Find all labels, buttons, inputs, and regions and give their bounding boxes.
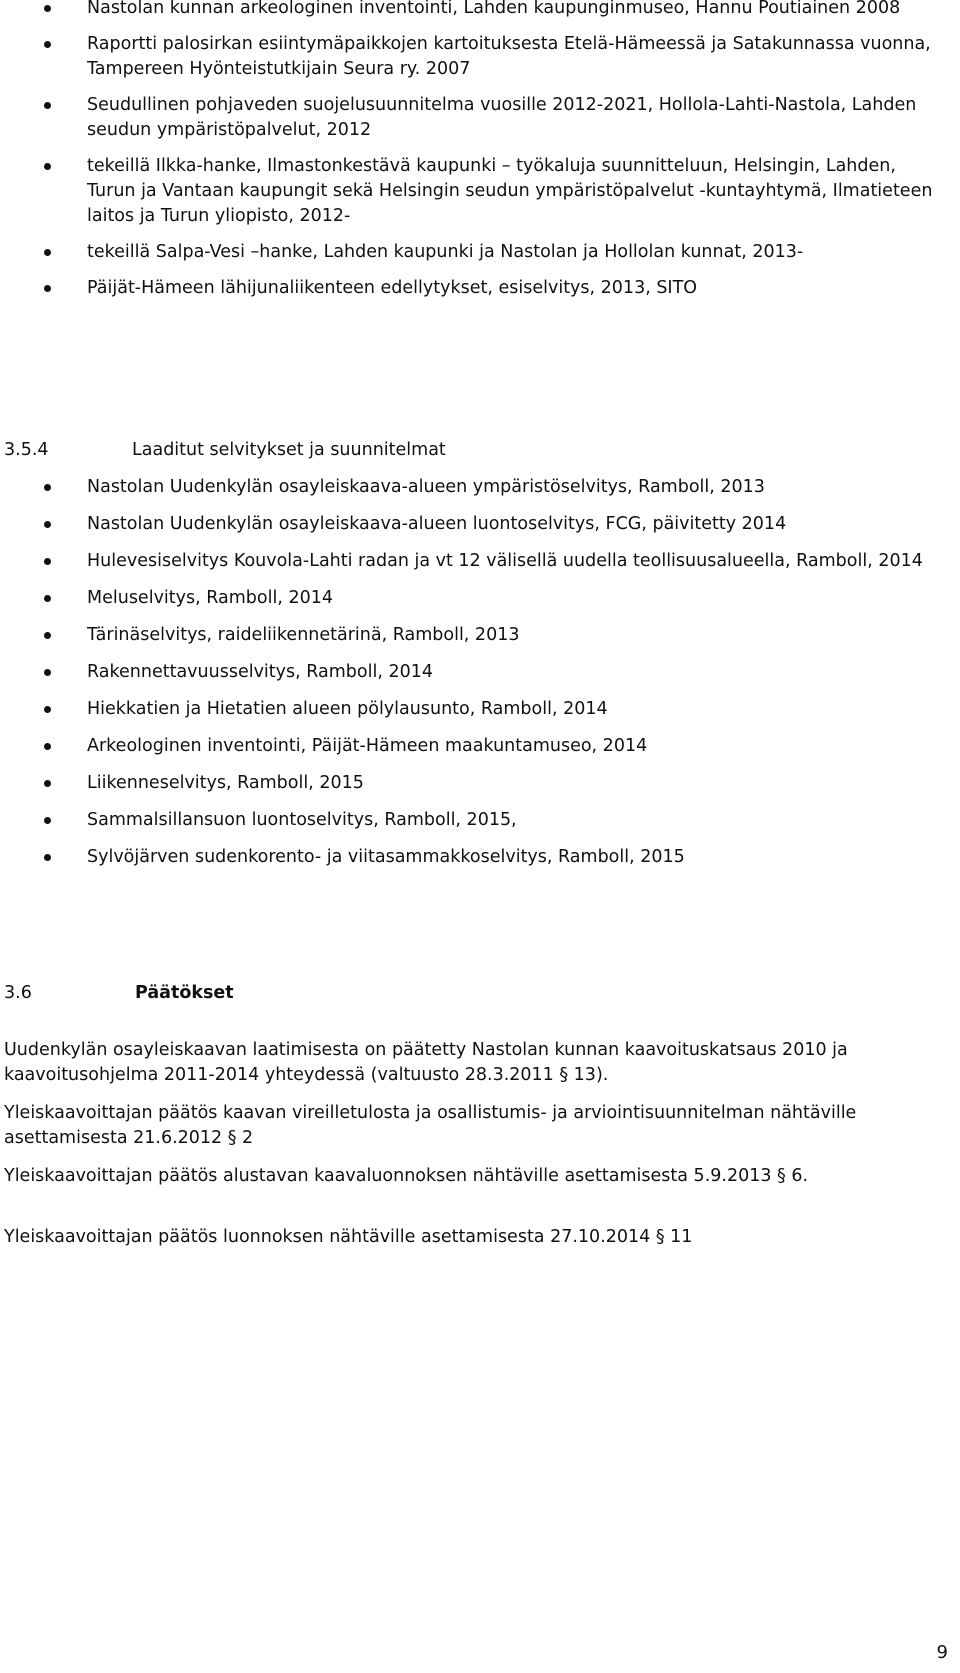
decision-paragraph: Yleiskaavoittajan päätös luonnoksen nähtäville asettamisesta 27.10.2014 § 11 — [4, 1226, 693, 1247]
decision-paragraph: Uudenkylän osayleiskaavan laatimisesta on päätetty Nastolan kunnan kaavoituskatsaus 2010 ja kaavoitusohjelma 2011-2014 yhteydessä (valtuusto 28.3.2011 § 13). — [4, 1039, 848, 1085]
list-item: Hiekkatien ja Hietatien alueen pölylausunto, Ramboll, 2014 — [0, 697, 940, 722]
list-item: Nastolan kunnan arkeologinen inventointi, Lahden kaupunginmuseo, Hannu Poutiainen 2008 — [0, 0, 940, 21]
bullet-icon — [44, 163, 51, 170]
bullet-icon — [44, 817, 51, 824]
section-number: 3.5.4 — [4, 440, 49, 460]
bullet-list-reports — [0, 475, 940, 870]
bullet-icon — [44, 521, 51, 528]
bullet-icon — [44, 5, 51, 12]
section-title: Päätökset — [135, 983, 234, 1003]
list-item: Raportti palosirkan esiintymäpaikkojen kartoituksesta Etelä-Hämeessä ja Satakunnassa vuonna, Tampereen Hyönteistutkijain Seura ry. 2007 — [0, 32, 940, 82]
bullet-icon — [44, 484, 51, 491]
bullet-icon — [44, 669, 51, 676]
page-number: 9 — [936, 1642, 948, 1663]
list-item: tekeillä Salpa-Vesi –hanke, Lahden kaupunki ja Nastolan ja Hollolan kunnat, 2013- — [0, 240, 940, 265]
list-item: Liikenneselvitys, Ramboll, 2015 — [0, 771, 940, 796]
section-title: Laaditut selvitykset ja suunnitelmat — [132, 440, 446, 460]
list-item: tekeillä Ilkka-hanke, Ilmastonkestävä kaupunki – työkaluja suunnitteluun, Helsingin, Lahden, Turun ja Vantaan kaupungit sekä Helsingin seudun ympäristöpalvelut -kuntayhtymä, Ilmatieteen laitos ja Turun yliopisto, 2012- — [0, 154, 940, 229]
list-item: Arkeologinen inventointi, Päijät-Hämeen maakuntamuseo, 2014 — [0, 734, 940, 759]
bullet-icon — [44, 595, 51, 602]
list-item: Seudullinen pohjaveden suojelusuunnitelma vuosille 2012-2021, Hollola-Lahti-Nastola, Lahden seudun ympäristöpalvelut, 2012 — [0, 93, 940, 143]
list-item: Sylvöjärven sudenkorento- ja viitasammakkoselvitys, Ramboll, 2015 — [0, 845, 940, 870]
section-number: 3.6 — [4, 983, 32, 1003]
bullet-icon — [44, 102, 51, 109]
bullet-icon — [44, 854, 51, 861]
list-item: Meluselvitys, Ramboll, 2014 — [0, 586, 940, 611]
list-item: Nastolan Uudenkylän osayleiskaava-alueen luontoselvitys, FCG, päivitetty 2014 — [0, 512, 940, 537]
list-item: Päijät-Hämeen lähijunaliikenteen edellytykset, esiselvitys, 2013, SITO — [0, 276, 940, 301]
bullet-icon — [44, 743, 51, 750]
bullet-icon — [44, 706, 51, 713]
bullet-list-top — [0, 0, 940, 301]
bullet-icon — [44, 558, 51, 565]
bullet-icon — [44, 632, 51, 639]
bullet-icon — [44, 249, 51, 256]
list-item: Sammalsillansuon luontoselvitys, Ramboll, 2015, — [0, 808, 940, 833]
decision-paragraph: Yleiskaavoittajan päätös kaavan vireilletulosta ja osallistumis- ja arviointisuunnitelman nähtäville asettamisesta 21.6.2012 § 2 — [4, 1102, 857, 1148]
list-item: Rakennettavuusselvitys, Ramboll, 2014 — [0, 660, 940, 685]
bullet-icon — [44, 285, 51, 292]
list-item: Hulevesiselvitys Kouvola-Lahti radan ja vt 12 välisellä uudella teollisuusalueella, Ramboll, 2014 — [0, 549, 940, 574]
bullet-icon — [44, 780, 51, 787]
list-item: Tärinäselvitys, raideliikennetärinä, Ramboll, 2013 — [0, 623, 940, 648]
decision-paragraph: Yleiskaavoittajan päätös alustavan kaavaluonnoksen nähtäville asettamisesta 5.9.2013 § 6. — [4, 1165, 809, 1186]
bullet-icon — [44, 41, 51, 48]
list-item: Nastolan Uudenkylän osayleiskaava-alueen ympäristöselvitys, Ramboll, 2013 — [0, 475, 940, 500]
